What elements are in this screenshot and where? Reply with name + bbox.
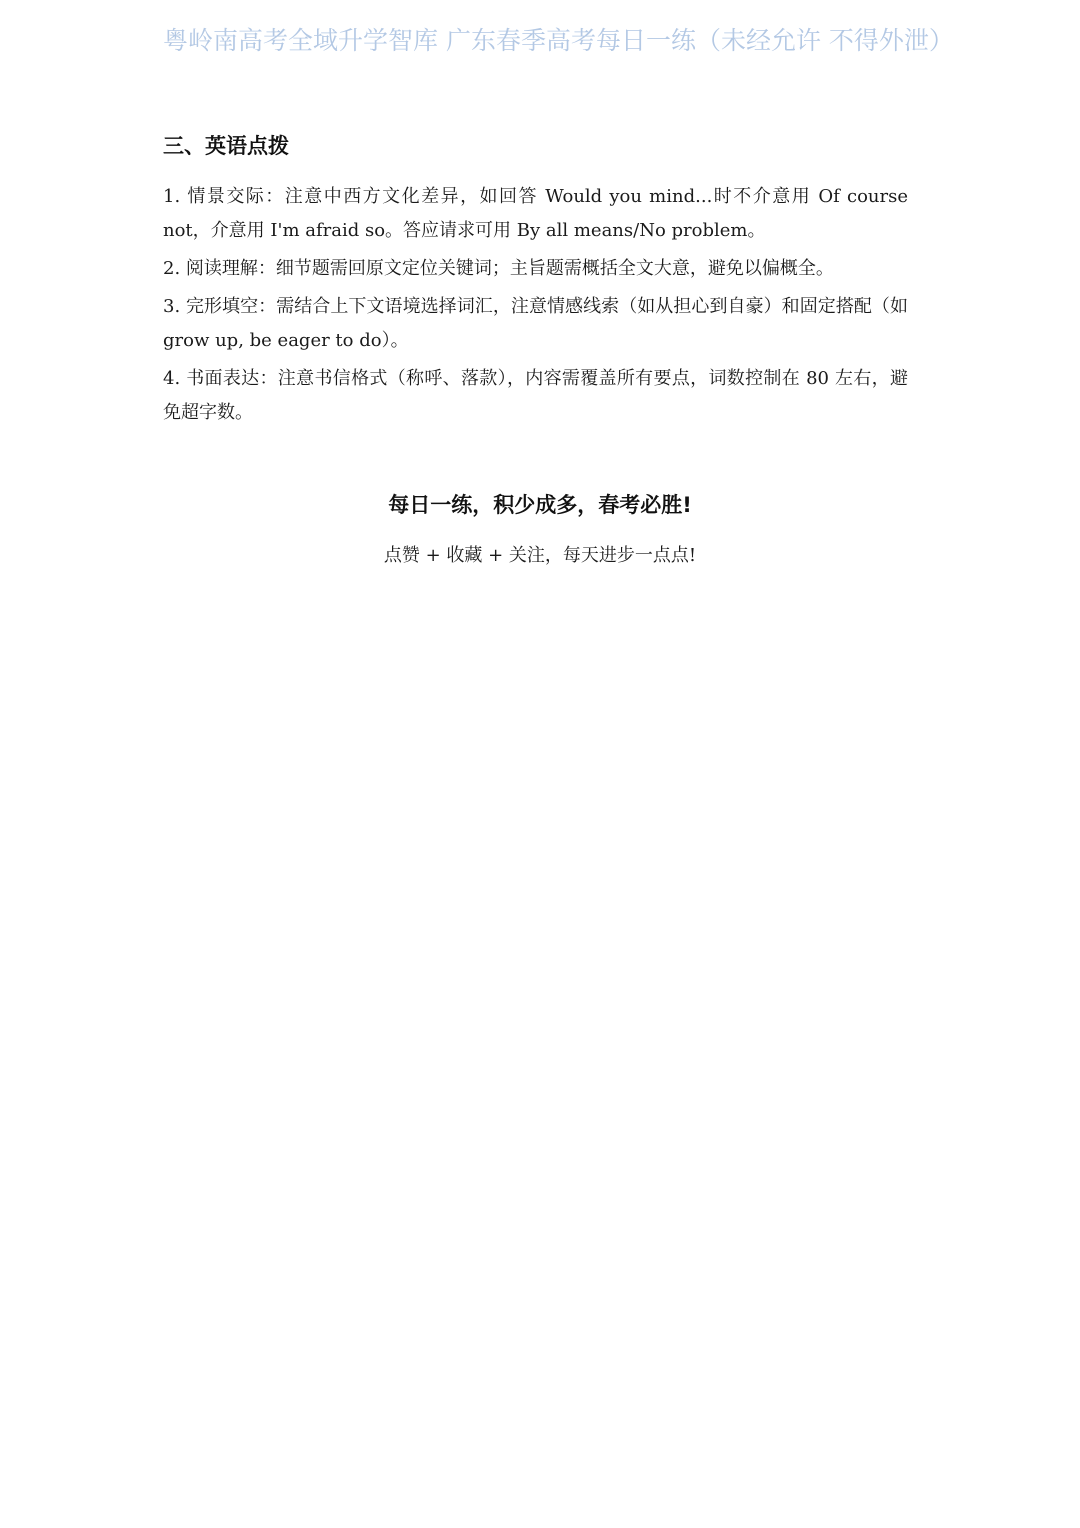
tip-writing: 4. 书面表达：注意书信格式（称呼、落款），内容需覆盖所有要点，词数控制在 80 左右，避免超字数。 [163,368,908,423]
tip-situational-dialogue: 1. 情景交际：注意中西方文化差异，如回答 Would you mind...时不介意用 Of course not，介意用 I'm afraid so。答应请求可用 By all means/No problem。 [163,186,908,241]
closing-call-to-action: 点赞 + 收藏 + 关注，每天进步一点点! [383,545,697,566]
tips-list [163,180,908,434]
closing-slogan: 每日一练，积少成多，春考必胜! [388,493,692,517]
tip-reading-comprehension: 2. 阅读理解：细节题需回原文定位关键词；主旨题需概括全文大意，避免以偏概全。 [163,258,834,279]
tip-cloze-test: 3. 完形填空：需结合上下文语境选择词汇，注意情感线索（如从担心到自豪）和固定搭配（如 grow up, be eager to do）。 [163,296,908,351]
section-title: 三、英语点拨 [163,134,289,158]
header-watermark: 粤岭南高考全域升学智库 广东春季高考每日一练（未经允许 不得外泄） [163,26,954,55]
